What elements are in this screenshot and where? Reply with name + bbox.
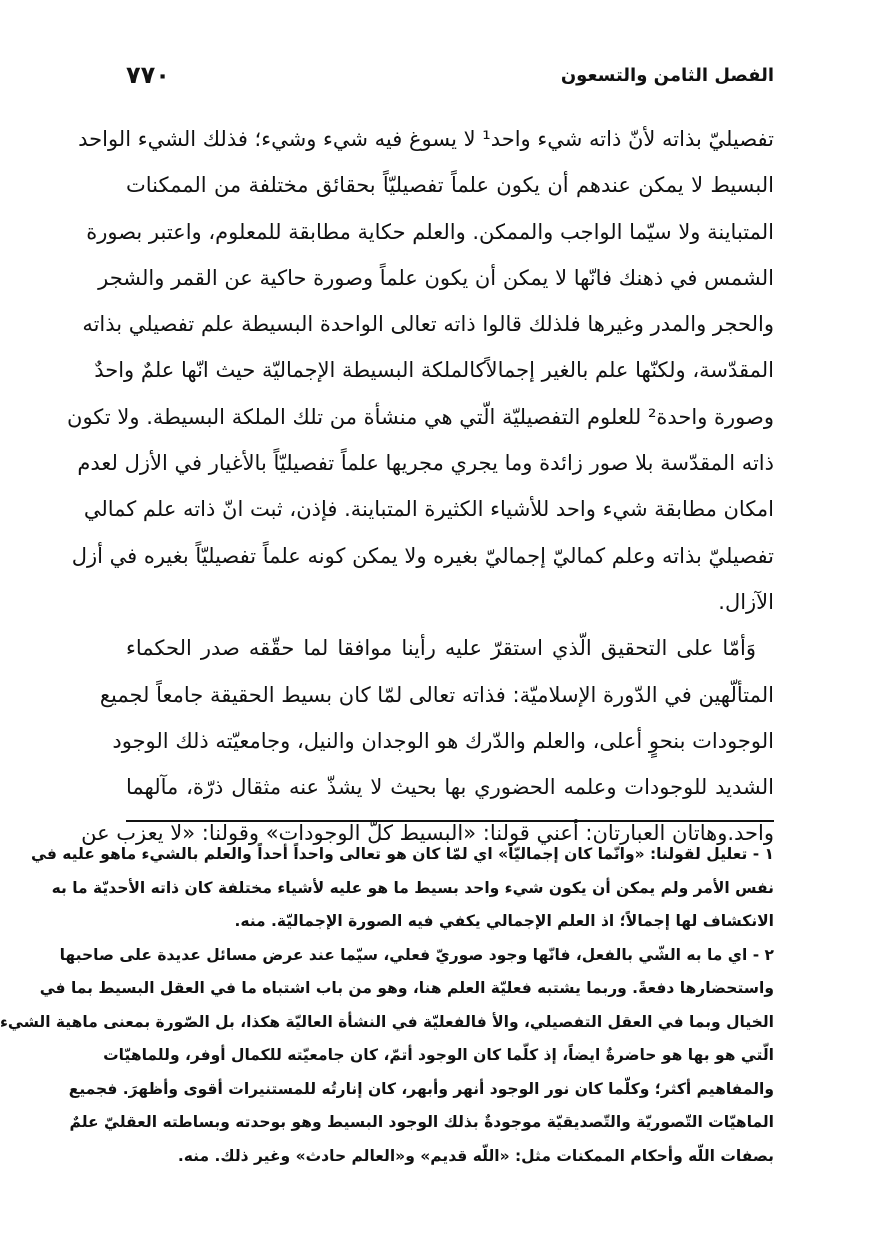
footnote-line: والمفاهيم أكثر؛ وكلّما كان نور الوجود أنهر وأبهر، كان إنارتُه للمستنيرات أقوى وأظهرَ. فجميع (68, 1079, 774, 1098)
footnote-line: الّتي هو بها هو حاضرةٌ ايضاً، إذ كلّما كان الوجود أتمّ، كان جامعيّته للكمال أوفر، وللماهيّات (103, 1046, 774, 1064)
footnote-line: نفس الأمر ولم يمكن أن يكون شيء واحد بسيط ما هو عليه لأشياء مختلفة كان ذاته الأحديّة ما به (51, 878, 774, 897)
footnote-1 (31, 838, 774, 939)
text-line: ذاته المقدّسة بلا صور زائدة وما يجري مجريها علماً تفصيليّاً بالأغيار في الأزل لعدم (77, 451, 774, 476)
footnote-line: ١ - تعليل لقولنا: «وانّما كان إجماليّاً» اي لمّا كان هو تعالى واحداً أحداً والعلم بالشيء ماهو عليه في (31, 845, 774, 863)
footnote-line: بصفات اللّه وأحكام الممكنات مثل: «اللّه قديم» و«العالم حادث» وغير ذلك. منه. (177, 1146, 774, 1165)
footnote-line: الانكشاف لها إجمالاً؛ اذ العلم الإجمالي يكفي فيه الصورة الإجماليّة. منه. (234, 912, 774, 930)
text-line: الشمس في ذهنك فانّها لا يمكن أن يكون علماً وصورة حاكية عن القمر والشجر (98, 265, 774, 290)
text-line: الوجودات بنحوٍ أعلى، والعلم والدّرك هو الوجدان والنيل، وجامعيّته ذلك الوجود (112, 728, 774, 753)
text-line: والحجر والمدر وغيرها فلذلك قالوا ذاته تعالى الواحدة البسيطة علم تفصيلي بذاته (82, 312, 774, 337)
footnote-2 (0, 939, 774, 1174)
text-line: البسيط لا يمكن عندهم أن يكون علماً تفصيليّاً بحقائق مختلفة من الممكنات (126, 173, 774, 198)
footnote-line: ٢ - اي ما به الشّي بالفعل، فانّها وجود صوريّ فعلي، سيّما عند عرض مسائل عديدة على صاحبها (59, 945, 774, 964)
footnotes (0, 838, 774, 1173)
text-line: المقدّسة، ولكنّها علم بالغير إجمالاًكالملكة البسيطة الإجماليّة حيث انّها علمٌ واحدٌ (94, 358, 774, 383)
text-line: واحد.وهاتان العبارتان: أعني قولنا: «البسيط كلّ الوجودات» وقولنا: «لا يعزب عن (81, 821, 774, 846)
footnote-line: الخيال وبما في العقل التفصيلي، والأ فالفعليّة في النشأة العاليّة هكذا، بل الصّورة بمعنى ماهية الشيء (0, 1012, 774, 1031)
main-text (67, 116, 774, 857)
footnote-line: واستحضارها دفعةً. وربما يشتبه فعليّة العلم هنا، وهو من باب اشتباه ما في العقل البسيط بما في (39, 979, 774, 997)
text-line: وصورة واحدة² للعلوم التفصيليّة الّتي هي منشأة من تلك الملكة البسيطة. ولا تكون (67, 404, 774, 429)
text-line: امكان مطابقة شيء واحد للأشياء الكثيرة المتباينة. فإذن، ثبت انّ ذاته علم كمالي (83, 497, 774, 522)
footnote-divider (126, 820, 774, 822)
text-line: الشديد للوجودات وعلمه الحضوري بها بحيث لا يشذّ عنه مثقال ذرّة، مآلهما (126, 775, 774, 800)
text-line: المتباينة ولا سيّما الواجب والممكن. والعلم حكاية مطابقة للمعلوم، واعتبر بصورة (86, 219, 774, 244)
footnote-line: الماهيّات التّصوريّة والتّصديقيّة موجودةٌ بذلك الوجود البسيط وهو بوحدته وبساطته العقليّ علمٌ (69, 1113, 774, 1131)
chapter-title: الفصل الثامن والتسعون (560, 64, 774, 86)
text-line: وَأمّا على التحقيق الّذي استقرّ عليه رأينا موافقا لما حقّقه صدر الحكماء (126, 636, 756, 661)
paragraph-2 (81, 625, 774, 856)
text-line: الآزال. (718, 589, 774, 614)
paragraph-1 (67, 116, 774, 625)
running-head (126, 58, 774, 92)
text-line: المتألّهين في الدّورة الإسلاميّة: فذاته تعالى لمّا كان بسيط الحقيقة جامعاً لجميع (99, 682, 774, 707)
text-line: تفصيليّ بذاته لأنّ ذاته شيء واحد¹ لا يسوغ فيه شيء وشيء؛ فذلك الشيء الواحد (78, 127, 774, 151)
text-line: تفصيليّ بذاته وعلم كماليّ إجماليّ بغيره ولا يمكن كونه علماً تفصيليّاً بغيره في أزل (71, 543, 774, 568)
page-number: ٧٧٠ (126, 61, 170, 89)
